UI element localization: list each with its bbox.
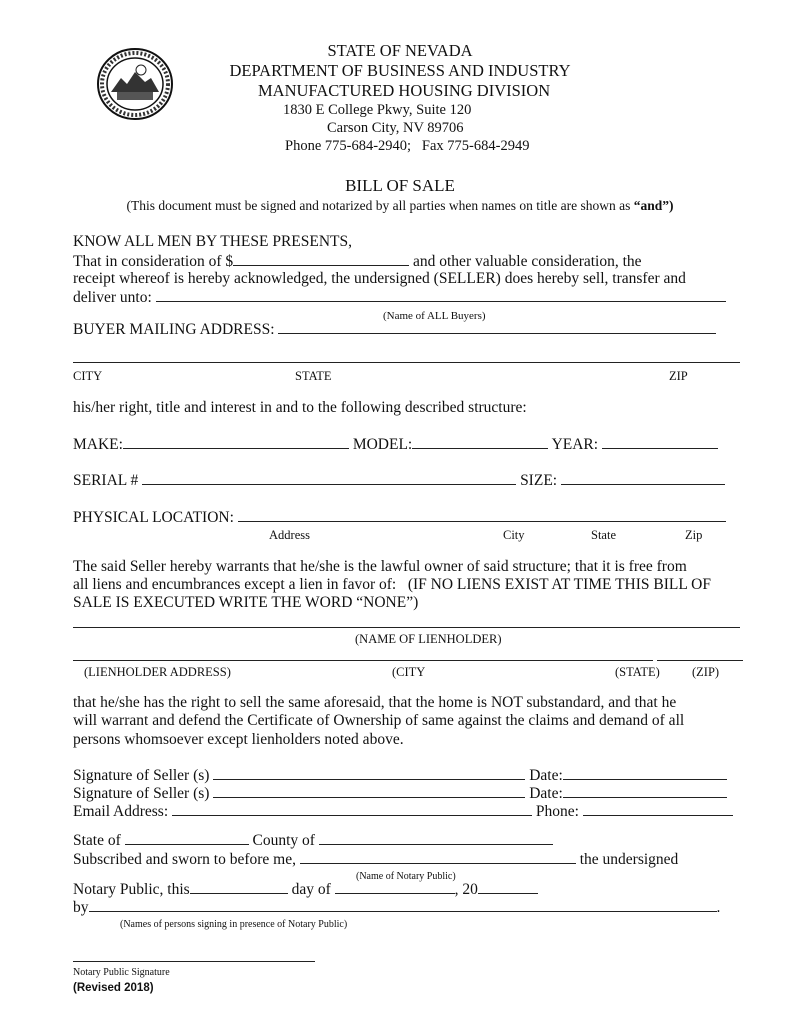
right-line3: persons whomsoever except lienholders noted above. [73, 731, 404, 748]
note-text: (This document must be signed and notarized by all parties when names on title are shown as [126, 198, 634, 213]
city-caption: CITY [73, 369, 103, 383]
make-field[interactable] [123, 435, 349, 449]
loc-city-caption: City [503, 528, 525, 542]
right-line1: that he/she has the right to sell the same aforesaid, that the home is NOT substandard, and that he [73, 694, 677, 711]
county-of-label: County of [252, 832, 315, 849]
lien-city-caption: (CITY [392, 665, 426, 679]
warranty-line2: all liens and encumbrances except a lien in favor of: (IF NO LIENS EXIST AT TIME THIS BILL OF [73, 576, 711, 593]
by-label: by [73, 899, 89, 916]
make-label: MAKE: [73, 436, 123, 453]
deliver-label: deliver unto: [73, 289, 152, 306]
consideration-line [73, 252, 642, 271]
structure-intro: his/her right, title and interest in and to the following described structure: [73, 399, 527, 416]
loc-zip-caption: Zip [685, 528, 703, 542]
seller2-line [73, 784, 727, 803]
lienholder-name-caption: (NAME OF LIENHOLDER) [355, 632, 502, 646]
this-label: Notary Public, this [73, 881, 190, 898]
warranty-line3: SALE IS EXECUTED WRITE THE WORD “NONE”) [73, 594, 419, 611]
phone-field[interactable] [583, 802, 733, 816]
document-title: BILL OF SALE [345, 176, 455, 195]
email-line [73, 802, 733, 821]
buyer-address-label: BUYER MAILING ADDRESS: [73, 321, 275, 338]
signers-names-field[interactable] [89, 898, 717, 912]
date2-label: Date: [529, 785, 563, 802]
model-field[interactable] [412, 435, 548, 449]
location-line [73, 508, 726, 527]
state-county-line [73, 831, 553, 850]
seller1-signature-field[interactable] [213, 766, 525, 780]
sworn-line [73, 850, 678, 869]
lienholder-name-field[interactable] [73, 627, 740, 628]
seller1-label: Signature of Seller (s) [73, 767, 210, 784]
notary-date-line [73, 880, 538, 899]
serial-field[interactable] [142, 471, 516, 485]
note-and: “and”) [633, 198, 674, 213]
notary-state-field[interactable] [125, 831, 249, 845]
intro-heading: KNOW ALL MEN BY THESE PRESENTS, [73, 233, 353, 250]
consideration-amount-field[interactable] [233, 252, 409, 266]
lien-state-caption: (STATE) [615, 665, 660, 679]
consideration-post: and other valuable consideration, the [413, 253, 642, 270]
month-field[interactable] [335, 880, 455, 894]
year-field[interactable] [602, 435, 718, 449]
by-caption: (Names of persons signing in presence of Notary Public) [120, 919, 348, 930]
date1-label: Date: [529, 767, 563, 784]
date1-field[interactable] [563, 766, 727, 780]
state-caption: STATE [295, 369, 332, 383]
buyers-caption: (Name of ALL Buyers) [383, 310, 486, 322]
header-address1: 1830 E College Pkwy, Suite 120 [283, 102, 472, 118]
notary-signature-field[interactable] [73, 961, 315, 962]
by-line [73, 898, 720, 917]
notary-signature-caption: Notary Public Signature [73, 967, 170, 978]
email-label: Email Address: [73, 803, 169, 820]
serial-size-line [73, 471, 725, 490]
buyer-address-line [73, 320, 716, 339]
header-department: DEPARTMENT OF BUSINESS AND INDUSTRY [229, 61, 571, 80]
date2-field[interactable] [563, 784, 727, 798]
document-note [0, 197, 800, 215]
warranty-line1: The said Seller hereby warrants that he/she is the lawful owner of said structure; that it is free from [73, 558, 687, 575]
receipt-text: receipt whereof is hereby acknowledged, the undersigned (SELLER) does hereby sell, transfer and [73, 270, 686, 287]
size-label: SIZE: [520, 472, 558, 489]
undersigned-label: the undersigned [579, 851, 679, 868]
by-end: . [716, 899, 721, 916]
header-contact: Phone 775-684-2940; Fax 775-684-2949 [285, 138, 530, 154]
header-division: MANUFACTURED HOUSING DIVISION [258, 81, 551, 100]
day-field[interactable] [190, 880, 288, 894]
deliver-line [73, 288, 726, 307]
location-label: PHYSICAL LOCATION: [73, 509, 234, 526]
model-label: MODEL: [352, 436, 413, 453]
make-model-year-line [73, 435, 718, 454]
lienholder-address-field[interactable] [73, 660, 653, 661]
notary-name-field[interactable] [300, 850, 576, 864]
buyer-address-field[interactable] [278, 320, 716, 334]
header-address2: Carson City, NV 89706 [327, 120, 464, 136]
lienholder-zip-field[interactable] [657, 660, 743, 661]
day-of-label: day of [291, 881, 331, 898]
year-prefix: , 20 [454, 881, 478, 898]
zip-caption: ZIP [669, 369, 688, 383]
state-of-label: State of [73, 832, 121, 849]
header-state: STATE OF NEVADA [327, 41, 473, 60]
buyers-names-field[interactable] [156, 288, 726, 302]
right-line2: will warrant and defend the Certificate of Ownership of same against the claims and demand of all [73, 712, 685, 729]
revised-label: (Revised 2018) [73, 982, 154, 994]
notary-year-field[interactable] [478, 880, 538, 894]
seller2-label: Signature of Seller (s) [73, 785, 210, 802]
seller2-signature-field[interactable] [213, 784, 525, 798]
lien-zip-caption: (ZIP) [692, 665, 720, 679]
notary-name-caption: (Name of Notary Public) [356, 871, 456, 882]
lienholder-address-caption: (LIENHOLDER ADDRESS) [84, 665, 231, 679]
serial-label: SERIAL # [73, 472, 139, 489]
size-field[interactable] [561, 471, 725, 485]
year-label: YEAR: [551, 436, 599, 453]
buyer-city-state-zip-field[interactable] [73, 362, 740, 363]
location-field[interactable] [238, 508, 726, 522]
seller1-line [73, 766, 727, 785]
consideration-label: That in consideration of $ [73, 253, 234, 270]
loc-address-caption: Address [269, 528, 310, 542]
loc-state-caption: State [591, 528, 616, 542]
email-field[interactable] [172, 802, 532, 816]
phone-label: Phone: [535, 803, 579, 820]
notary-county-field[interactable] [319, 831, 553, 845]
sworn-label: Subscribed and sworn to before me, [73, 851, 296, 868]
